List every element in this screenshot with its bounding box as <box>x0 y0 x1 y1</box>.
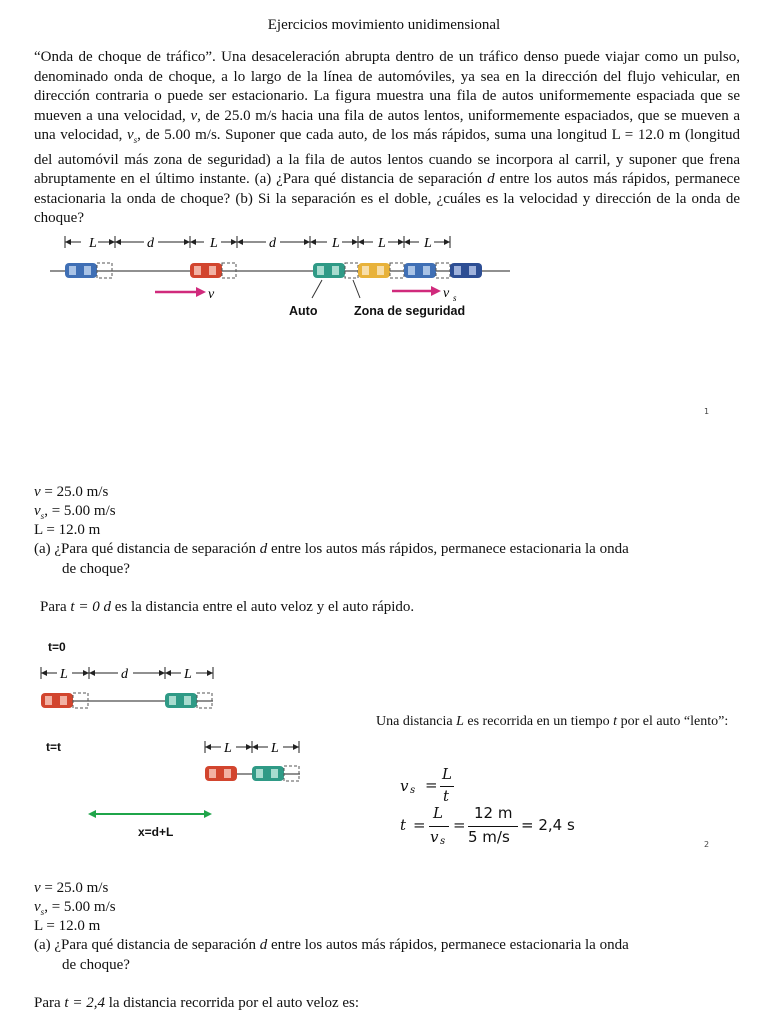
given-v-value: = 25.0 m/s <box>40 484 109 500</box>
eq2-bar-2 <box>468 826 518 827</box>
symbol-vs: v <box>126 127 134 143</box>
given2-v-symbol: v <box>34 880 41 896</box>
eq2-L: L <box>433 804 443 822</box>
eq1-denominator: t <box>443 787 450 805</box>
fig3-car-red <box>205 766 237 781</box>
dim-L-4: L <box>378 236 386 251</box>
given-L: L = 12.0 m <box>34 522 101 538</box>
fig2-dim-d: d <box>121 667 128 682</box>
label-auto: Auto <box>289 304 318 318</box>
problem-paragraph <box>34 48 740 229</box>
given2-v-value: = 25.0 m/s <box>40 880 109 896</box>
para-t0 <box>40 599 414 616</box>
symbol-v: v <box>190 107 198 124</box>
arrow-v-label: v <box>208 287 215 302</box>
dimension-line <box>65 236 450 248</box>
side-note-L: L <box>456 714 464 729</box>
arrow-vs-sub: s <box>453 293 457 303</box>
arrow-vs <box>392 286 441 296</box>
question2-a <box>34 937 629 954</box>
question-a-text-1: (a) ¿Para qué distancia de separación <box>34 541 260 557</box>
car-navy-1 <box>450 263 482 278</box>
question-a-d: d <box>259 541 268 557</box>
label-tt: t=t <box>46 740 61 754</box>
figure-tt <box>200 734 310 794</box>
problem-text-3: , de 5.00 m/s. Suponer que cada auto, de los más rápidos, suma una longitud L = 12.0 m (longitud del automóvil más zona de seguridad) a la fila de autos lentos cuando se incorpora al carril, y suponer que frena abruptamente en el último instante. (a) ¿Para qué distancia de separación <box>34 127 740 187</box>
eq1-vs: v <box>400 777 409 795</box>
given-vs-symbol: v <box>34 503 41 519</box>
para-t0-a: Para <box>40 599 71 615</box>
dim-L-2: L <box>210 236 218 251</box>
given2-vs-symbol: v <box>34 899 41 915</box>
displacement-arrow <box>86 806 214 822</box>
problem-quote-title: “Onda de choque de tráfico”. <box>34 49 216 65</box>
label-t0: t=0 <box>48 640 66 654</box>
label-zona-seguridad: Zona de seguridad <box>354 304 466 318</box>
equation-t <box>400 804 620 850</box>
equation-vs <box>400 765 600 805</box>
callout-auto <box>312 280 322 298</box>
last-line-a: Para <box>34 995 65 1011</box>
question2-a-text-2: entre los autos más rápidos, permanece estacionaria la onda <box>267 937 629 953</box>
side-note-t: t <box>613 714 618 729</box>
para-t0-t: t <box>70 599 75 615</box>
arrow-v <box>155 287 206 297</box>
question2-a-cont: de choque? <box>62 957 130 973</box>
given-v-symbol: v <box>34 484 41 500</box>
eq2-num: 12 m <box>474 804 513 822</box>
callout-zona <box>353 280 360 298</box>
page-number-2: 2 <box>704 840 710 849</box>
problem-text-4: entre los autos más rápidos, permanece estacionaria la onda de choque? (b) Si la separación es el doble, ¿cuáles es la velocidad y dirección de la onda de choque? <box>34 171 740 226</box>
question-a <box>34 541 629 558</box>
given-v <box>34 484 108 501</box>
side-note-c: por el auto “lento”: <box>617 714 729 729</box>
figure-t0 <box>38 660 328 720</box>
page-number-1: 1 <box>704 407 710 416</box>
page-title: Ejercicios movimiento unidimensional <box>267 17 501 33</box>
para-t0-c: es la distancia entre el auto veloz y el auto rápido. <box>110 599 415 615</box>
side-note <box>376 714 728 730</box>
last-line-t: t <box>64 995 69 1011</box>
symbol-vs-sub: s <box>133 135 138 145</box>
eq2-bar-1 <box>429 826 449 827</box>
dim-L-1: L <box>89 236 97 251</box>
question2-a-text-1: (a) ¿Para qué distancia de separación <box>34 937 260 953</box>
fig3-dim-L-1: L <box>224 741 232 756</box>
eq2-den: 5 m/s <box>468 828 510 846</box>
last-line-b: = 2,4 <box>68 995 105 1011</box>
symbol-d: d <box>487 171 495 187</box>
fig3-dim-L-2: L <box>271 741 279 756</box>
last-line <box>34 995 359 1012</box>
side-note-b: es recorrida en un tiempo <box>463 714 614 729</box>
question-a-cont: de choque? <box>62 561 130 577</box>
problem-text-1: Una desaceleración abrupta dentro de un tráfico denso puede viajar como un pulso, denominado onda de choque, a lo largo de la línea de automóviles, ya sea en la dirección del flujo vehicular, en dirección contraria o puede ser estacionario. La figura muestra una fila de autos uniformemente espaciada que se mueven a una velocidad, <box>34 49 740 124</box>
given-vs-sub: s <box>40 511 45 521</box>
last-line-c: la distancia recorrida por el auto veloz es: <box>104 995 360 1011</box>
para-t0-b: = 0 <box>74 599 104 615</box>
given-vs-value: , = 5.00 m/s <box>44 503 116 519</box>
question2-a-d: d <box>259 937 268 953</box>
eq1-numerator: L <box>442 765 452 783</box>
eq1-vs-sub: s <box>410 785 416 796</box>
eq2-vs-sub: s <box>440 836 446 847</box>
given2-vs-sub: s <box>40 907 45 917</box>
displacement-label: x=d+L <box>138 825 174 839</box>
fig2-dim-L-1: L <box>60 667 68 682</box>
problem-text-2: , de 25.0 m/s hacia una fila de autos lentos, uniformemente espaciados, que se mueven a una velocidad, <box>34 107 740 143</box>
eq2-equals-2: = <box>453 816 466 834</box>
para-t0-d: d <box>103 599 111 615</box>
side-note-a: Una distancia <box>376 714 457 729</box>
given2-L: L = 12.0 m <box>34 918 101 934</box>
given2-v <box>34 880 108 897</box>
question-a-text-2: entre los autos más rápidos, permanece estacionaria la onda <box>267 541 629 557</box>
eq2-t: t <box>400 816 407 834</box>
given2-vs-value: , = 5.00 m/s <box>44 899 116 915</box>
given2-vs <box>34 899 116 917</box>
given-vs <box>34 503 116 521</box>
eq2-vs: v <box>430 828 439 846</box>
eq2-result: = 2,4 s <box>521 816 575 834</box>
eq2-equals-1: = <box>413 816 426 834</box>
eq1-equals: = <box>425 776 438 794</box>
dim-L-3: L <box>332 236 340 251</box>
dim-d-1: d <box>147 236 154 251</box>
fig2-dim-L-2: L <box>184 667 192 682</box>
dim-d-2: d <box>269 236 276 251</box>
dim-L-5: L <box>424 236 432 251</box>
arrow-vs-label: v <box>443 286 450 301</box>
